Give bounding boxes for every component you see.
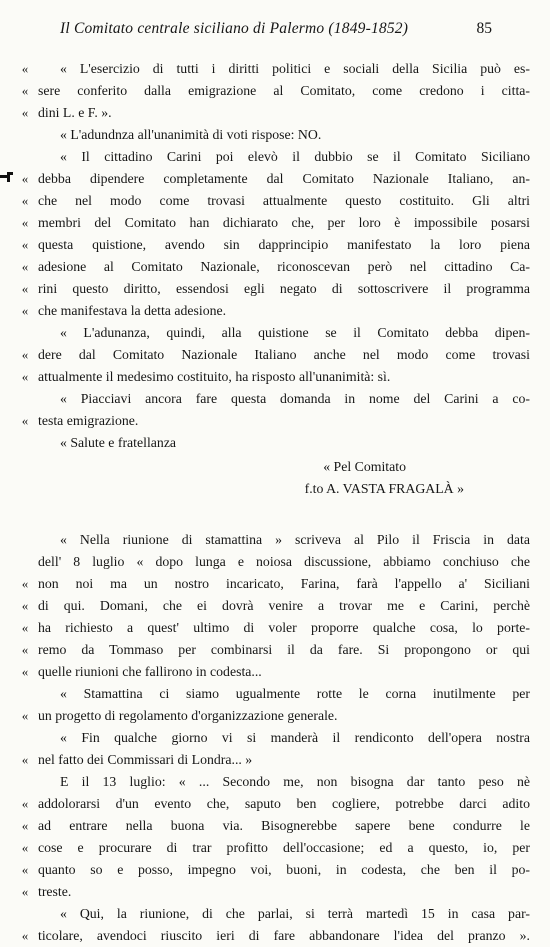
quote-marker: « [21,620,29,635]
quote-marker: « [21,413,29,428]
line-text: rini questo diritto, essendosi egli negato di sottoscrivere il programma [38,281,530,296]
quote-marker: « [21,281,29,296]
line-text: ha richiesto a quest' ultimo di voler proporre qualche cosa, lo porte- [38,620,530,635]
text-line [16,388,530,410]
line-text: dell' 8 luglio « dopo lunga e noiosa discussione, abbiamo conchiuso che [38,554,530,569]
line-text: un progetto di regolamento d'organizzazione generale. [38,708,338,723]
text-line [16,859,530,881]
text-line [16,168,530,190]
margin-pointer-icon [0,171,14,183]
quote-marker: « [21,61,29,76]
line-text: debba dipendere completamente dal Comitato Nazionale Italiano, an- [38,171,530,186]
quote-marker: « [21,884,29,899]
line-text: cose e procurare di trar profitto dell'occasione; ed a questo, io, per [38,840,530,855]
text-line [16,322,530,344]
quote-marker: « [21,576,29,591]
line-text: E il 13 luglio: « ... Secondo me, non bisogna dar tanto peso nè [60,774,530,789]
quote-marker: « [21,928,29,943]
quote-marker: « [21,237,29,252]
page-number: 85 [476,20,492,37]
text-line [16,278,530,300]
quote-marker: « [21,105,29,120]
text-line [16,595,530,617]
line-text: attualmente il medesimo costituito, ha risposto all'unanimità: sì. [38,369,391,384]
line-text: non noi ma un nostro incaricato, Farina, farà l'appello a' Siciliani [38,576,530,591]
text-line [16,771,530,793]
text-line [16,661,530,683]
signature-name: f.to A. VASTA FRAGALÀ » [304,481,464,496]
text-line [16,925,530,947]
quote-marker: « [21,752,29,767]
line-text: « Piacciavi ancora fare questa domanda in nome del Carini a co- [60,391,530,406]
line-text: quanto so e posso, impegno voi, buoni, in codesta, che ben il po- [38,862,530,877]
line-text: che manifestava la detta adesione. [38,303,227,318]
line-text: « Qui, la riunione, di che parlai, si terrà martedì 15 in casa par- [60,906,530,921]
quote-marker: « [21,369,29,384]
text-line [16,256,530,278]
text-line [16,837,530,859]
quote-marker: « [21,664,29,679]
text-line [16,102,530,124]
text-line [16,529,530,551]
text-line [16,639,530,661]
quote-marker: « [21,840,29,855]
line-text: ad entrare nella buona via. Bisognerebbe sapere bene condurre le [38,818,530,833]
quote-marker: « [21,598,29,613]
quote-marker: « [21,259,29,274]
text-line [16,300,530,322]
line-text: dere dal Comitato Nazionale Italiano anche nel modo come trovasi [38,347,530,362]
text-line [16,212,530,234]
quote-marker: « [21,818,29,833]
quote-marker: « [21,171,29,186]
quote-marker: « [21,796,29,811]
text-line [16,551,530,573]
line-text: treste. [38,884,72,899]
quote-marker: « [21,708,29,723]
line-text: ticolare, avendoci riuscito ieri di fare abbandonare l'idea del pranzo ». [38,928,530,943]
line-text: membri del Comitato han dichiarato che, per loro è impossibile posarsi [38,215,530,230]
line-text: di qui. Domani, che ei dovrà venire a trovar me e Carini, perchè [38,598,530,613]
text-block-narrative [16,529,530,947]
text-line [16,58,530,80]
line-text: testa emigrazione. [38,413,139,428]
line-text: remo da Tommaso per combinarsi il da fare. Si propongono or qui [38,642,530,657]
line-text: nel fatto dei Commissari di Londra... » [38,752,253,767]
text-line [16,344,530,366]
line-text: « Salute e fratellanza [60,435,177,450]
line-text: « L'esercizio di tutti i diritti politici e sociali della Sicilia può es- [60,61,530,76]
line-text: « Stamattina ci siamo ugualmente rotte le corna inutilmente per [60,686,530,701]
signature-block [16,456,530,500]
quote-marker: « [21,83,29,98]
running-title: Il Comitato centrale siciliano di Palermo (1849-1852) [60,20,409,37]
quote-marker: « [21,215,29,230]
text-line [16,190,530,212]
quote-marker: « [21,193,29,208]
line-text: « L'adunanza, quindi, alla quistione se il Comitato debba dipen- [60,325,530,340]
signature-line: « Pel Comitato [323,459,406,474]
text-line [16,80,530,102]
line-text: « Fin qualche giorno vi si manderà il rendiconto dell'opera nostra [60,730,530,745]
line-text: « Il cittadino Carini poi elevò il dubbio se il Comitato Siciliano [60,149,530,164]
text-line [16,617,530,639]
line-text: adesione al Comitato Nazionale, riconoscevan però nel cittadino Ca- [38,259,530,274]
line-text: sere conferito dalla emigrazione al Comitato, come credono i citta- [38,83,530,98]
line-text: dini L. e F. ». [38,105,112,120]
text-line [16,793,530,815]
line-text: « L'adundnza all'unanimità di voti rispose: NO. [60,127,322,142]
line-text: « Nella riunione di stamattina » scriveva al Pilo il Friscia in data [60,532,530,547]
text-line [16,815,530,837]
text-line [16,234,530,256]
line-text: che nel modo come trovasi attualmente questo costituito. Gli altri [38,193,530,208]
line-text: addolorarsi d'un evento che, saputo ben cogliere, potrebbe darci adito [38,796,530,811]
text-line [16,749,530,771]
text-line [16,366,530,388]
quote-marker: « [21,347,29,362]
text-line [16,881,530,903]
text-line [16,683,530,705]
line-text: questa quistione, avendo sin dapprincipio manifestato la loro piena [38,237,530,252]
text-line [16,410,530,432]
text-line [16,124,530,146]
text-line [16,705,530,727]
text-block-letter [16,58,530,454]
quote-marker: « [21,642,29,657]
text-line [16,432,530,454]
text-line [16,727,530,749]
text-line [16,573,530,595]
quote-marker: « [21,862,29,877]
line-text: quelle riunioni che fallirono in codesta... [38,664,262,679]
text-line [16,903,530,925]
quote-marker: « [21,303,29,318]
text-line [16,146,530,168]
running-header [0,20,550,44]
